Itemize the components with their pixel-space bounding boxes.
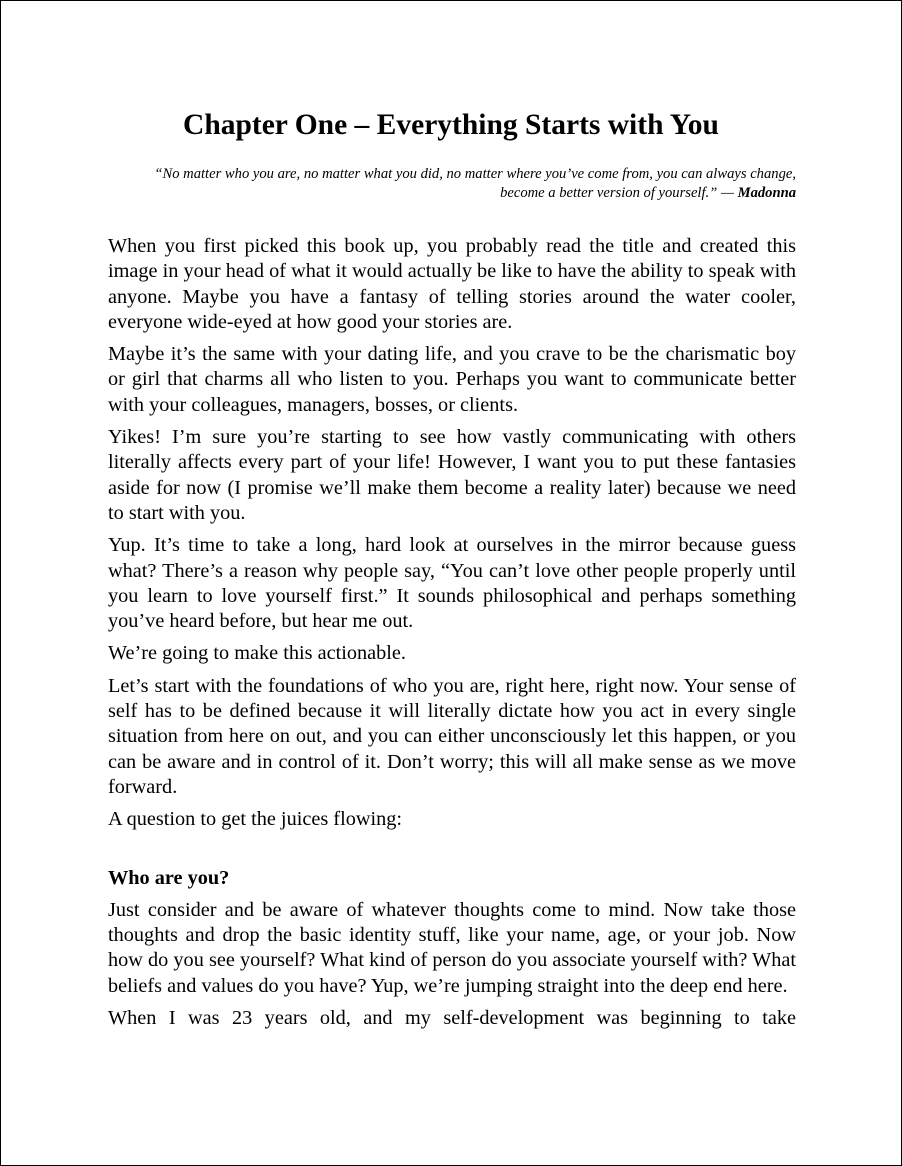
paragraph: A question to get the juices flowing:: [108, 808, 403, 831]
paragraph: Yup. It’s time to take a long, hard look at ourselves in the mirror because guess what? There’s a reason why people say, “You can’t love other people properly until you learn to love yourself first.” It sounds philosophical and perhaps something you’ve heard before, but hear me out.: [108, 534, 796, 633]
epigraph-author: Madonna: [737, 185, 796, 201]
chapter-title: Chapter One – Everything Starts with You: [183, 109, 719, 141]
epigraph-quote: “No matter who you are, no matter what you did, no matter where you’ve come from, you can always change, become a better version of yourself.”: [154, 166, 796, 201]
paragraph: Yikes! I’m sure you’re starting to see how vastly communicating with others literally affects every part of your life! However, I want you to put these fantasies aside for now (I promise we’ll make them become a reality later) because we need to start with you.: [108, 426, 796, 524]
paragraph: Let’s start with the foundations of who you are, right here, right now. Your sense of self has to be defined because it will literally dictate how you act in every single situation from here on out, and you can either unconsciously let this happen, or you can be aware and in control of it. Don’t worry; this will all make sense as we move forward.: [108, 674, 796, 798]
paragraph: Just consider and be aware of whatever thoughts come to mind. Now take those thoughts and drop the basic identity stuff, like your name, age, or your job. Now how do you see yourself? What kind of person do you associate yourself with? What beliefs and values do you have? Yup, we’re jumping straight into the deep end here.: [108, 898, 796, 997]
section-heading: Who are you?: [108, 866, 230, 889]
paragraph: We’re going to make this actionable.: [108, 642, 406, 665]
epigraph: [108, 165, 796, 203]
epigraph-dash: —: [717, 185, 738, 201]
paragraph: Maybe it’s the same with your dating life, and you crave to be the charismatic boy or girl that charms all who listen to you. Perhaps you want to communicate better with your colleagues, managers, bosses, or clients.: [108, 343, 796, 416]
body-text: [108, 234, 796, 1038]
paragraph: When you first picked this book up, you probably read the title and created this image in your head of what it would actually be like to have the ability to speak with anyone. Maybe you have a fantasy of telling stories around the water cooler, everyone wide-eyed at how good your stories are.: [108, 235, 796, 333]
paragraph: When I was 23 years old, and my self-development was beginning to take: [108, 1007, 796, 1030]
